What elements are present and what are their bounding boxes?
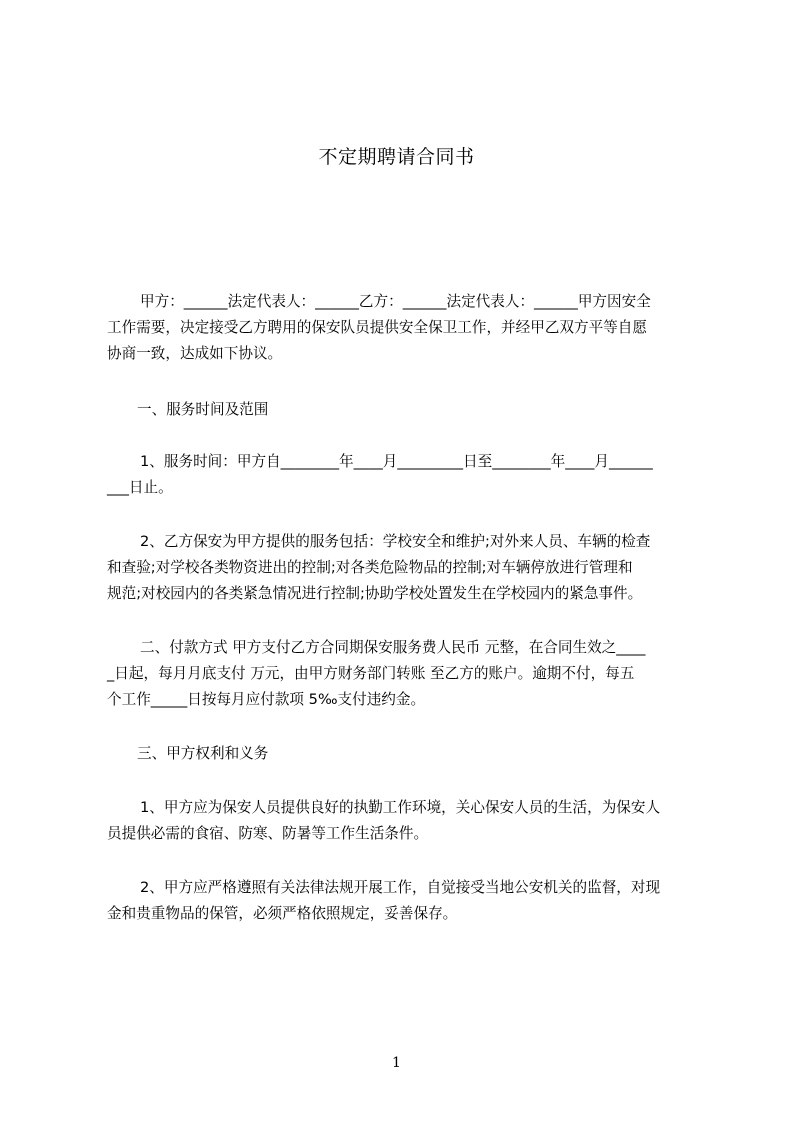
rights-item-2-line-2: 金和贵重物品的保管，必须严格依照规定，妥善保存。 xyxy=(107,905,458,922)
payment-line-1: 二、付款方式 甲方支付乙方合同期保安服务费人民币 元整，在合同生效之____ xyxy=(140,639,646,656)
service-time-line-1: 1、服务时间：甲方自________年____月_________日至________年____月______ xyxy=(140,453,653,470)
service-scope-line-1: 2、乙方保安为甲方提供的服务包括：学校安全和维护;对外来人员、车辆的检查 xyxy=(140,533,651,550)
service-scope-line-2: 和查验;对学校各类物资进出的控制;对各类危险物品的控制;对车辆停放进行管理和 xyxy=(107,559,633,576)
para-parties-line-3: 协商一致，达成如下协议。 xyxy=(107,345,283,362)
rights-item-1-line-1: 1、甲方应为保安人员提供良好的执勤工作环境，关心保安人员的生活，为保安人 xyxy=(140,799,661,816)
payment-line-3: 个工作_____日按每月应付款项 5‰支付违约金。 xyxy=(107,691,426,708)
para-parties-line-2: 工作需要，决定接受乙方聘用的保安队员提供安全保卫工作，并经甲乙双方平等自愿 xyxy=(107,319,647,336)
document-title: 不定期聘请合同书 xyxy=(318,146,475,168)
payment-line-2: _日起，每月月底支付 万元，由甲方财务部门转账 至乙方的账户。逾期不付，每五 xyxy=(107,665,635,682)
page-number: 1 xyxy=(392,1055,401,1071)
section-1-heading: 一、服务时间及范围 xyxy=(137,401,269,418)
rights-item-2-line-1: 2、甲方应严格遵照有关法律法规开展工作，自觉接受当地公安机关的监督，对现 xyxy=(140,879,661,896)
service-scope-line-3: 规范;对校园内的各类紧急情况进行控制;协助学校处置发生在学校园内的紧急事件。 xyxy=(107,585,643,602)
rights-item-1-line-2: 员提供必需的食宿、防寒、防暑等工作生活条件。 xyxy=(107,825,429,842)
service-time-line-2: ___日止。 xyxy=(107,479,173,496)
section-3-heading: 三、甲方权利和义务 xyxy=(137,745,269,762)
para-parties-line-1: 甲方：______法定代表人：______乙方：______法定代表人：______甲方因安全 xyxy=(140,293,651,310)
